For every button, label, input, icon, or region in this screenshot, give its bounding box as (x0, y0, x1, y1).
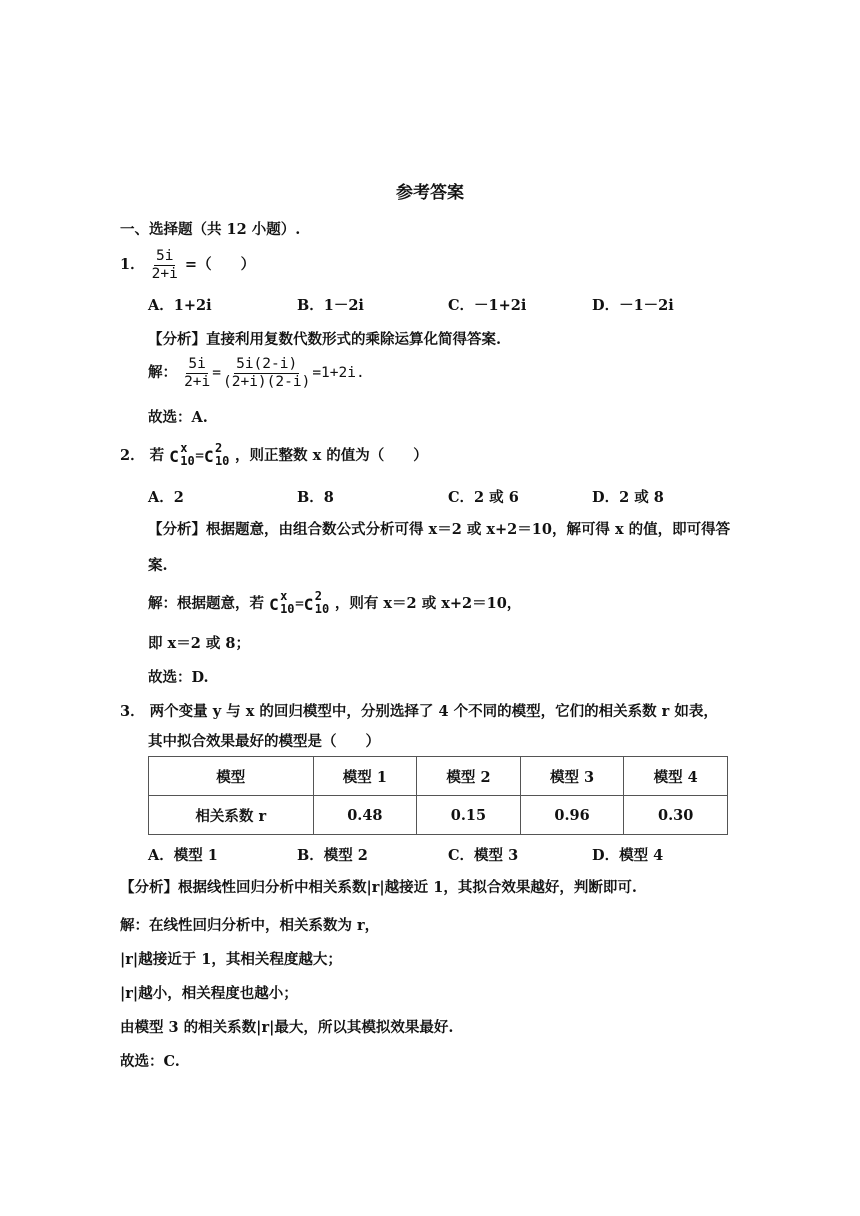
question-stem-line-1: 两个变量 y 与 x 的回归模型中，分别选择了 4 个不同的模型，它们的相关系数 r 如表， (149, 703, 718, 720)
option-a: A．模型 1 (148, 847, 218, 864)
table-header-row (149, 757, 728, 796)
fraction (182, 356, 212, 390)
fraction-numerator: 5i (156, 248, 174, 264)
table-cell: 模型 1 (313, 757, 417, 796)
analysis-text-continued: 案. (148, 557, 168, 574)
option-d: D．模型 4 (592, 847, 664, 864)
question-tail: ，则正整数 x 的值为（ ） (235, 447, 428, 464)
fraction-denominator: 2+i (151, 265, 178, 282)
question-1-stem (120, 248, 255, 282)
combination-symbol: C x 10 (169, 441, 195, 468)
solution-line-2: |r|越接近于 1，其相关程度越大； (120, 951, 342, 968)
fraction (221, 356, 312, 390)
page-title: 参考答案 (396, 183, 464, 203)
fraction-numerator: 5i(2-i) (236, 356, 298, 372)
answer-text: 故选：D. (148, 669, 209, 686)
option-d: D．－1－2i (592, 297, 674, 314)
solution-tail: ，则有 x＝2 或 x+2＝10， (334, 595, 522, 612)
solution-line-2: 即 x＝2 或 8； (148, 635, 250, 652)
table-cell: 模型 4 (624, 757, 728, 796)
solution-line-3: |r|越小，相关程度也越小； (120, 985, 298, 1002)
solution-line: 解：根据题意，若 C x 10 = C 2 10 ，则有 x＝2 或 x+2＝10， (148, 589, 522, 616)
analysis-text: 【分析】直接利用复数代数形式的乘除运算化简得答案. (148, 331, 502, 348)
option-b: B．模型 2 (297, 847, 368, 864)
fraction-denominator: (2+i)(2-i) (223, 373, 311, 390)
table-cell: 0.48 (313, 796, 417, 835)
fraction-numerator: 5i (188, 356, 206, 372)
option-c: C．－1+2i (448, 297, 527, 314)
section-heading: 一、选择题（共 12 小题）. (120, 221, 301, 238)
table-cell: 0.30 (624, 796, 728, 835)
analysis-text: 【分析】根据题意，由组合数公式分析可得 x＝2 或 x+2＝10，解可得 x 的值，即可得答 (148, 521, 731, 538)
question-stem-line-2: 其中拟合效果最好的模型是（ ） (148, 733, 380, 750)
question-number: 1． (120, 256, 145, 274)
question-2-stem: 2． 若 C x 10 = C 2 10 ，则正整数 x 的值为（ ） (120, 441, 428, 468)
table-cell: 0.15 (417, 796, 521, 835)
combination-symbol: C x 10 (269, 589, 295, 616)
solution-line-4: 由模型 3 的相关系数|r|最大，所以其模拟效果最好. (120, 1019, 454, 1036)
table-cell: 模型 (149, 757, 314, 796)
table-cell: 相关系数 r (149, 796, 314, 835)
table-cell: 0.96 (520, 796, 624, 835)
solution-line-1: 解：在线性回归分析中，相关系数为 r， (120, 917, 380, 934)
analysis-text: 【分析】根据线性回归分析中相关系数|r|越接近 1，其拟合效果越好，判断即可. (120, 879, 637, 896)
table-cell: 模型 2 (417, 757, 521, 796)
correlation-table (148, 756, 728, 835)
question-prefix: 若 (149, 447, 165, 464)
option-b: B．8 (297, 489, 334, 506)
option-b: B．1－2i (297, 297, 364, 314)
question-3-stem (120, 700, 718, 721)
question-number: 2． (120, 447, 145, 464)
solution-line (148, 356, 365, 390)
solution-prefix: 解： (148, 364, 177, 382)
solution-result: =1+2i. (312, 365, 365, 382)
option-c: C．模型 3 (448, 847, 519, 864)
equals-sign: = (212, 365, 221, 382)
combination-symbol: C 2 10 (203, 441, 230, 468)
combination-symbol: C 2 10 (303, 589, 330, 616)
table-row (149, 796, 728, 835)
option-d: D．2 或 8 (592, 489, 664, 506)
fraction-denominator: 2+i (184, 373, 211, 390)
answer-text: 故选：C. (120, 1053, 180, 1070)
option-a: A．1+2i (148, 297, 212, 314)
option-c: C．2 或 6 (448, 489, 519, 506)
table-cell: 模型 3 (520, 757, 624, 796)
answer-text: 故选：A. (148, 409, 208, 426)
fraction (150, 248, 180, 282)
solution-prefix: 解：根据题意，若 (148, 595, 264, 612)
question-tail: =（ ） (184, 256, 256, 274)
option-a: A．2 (148, 489, 184, 506)
question-number: 3． (120, 703, 145, 720)
